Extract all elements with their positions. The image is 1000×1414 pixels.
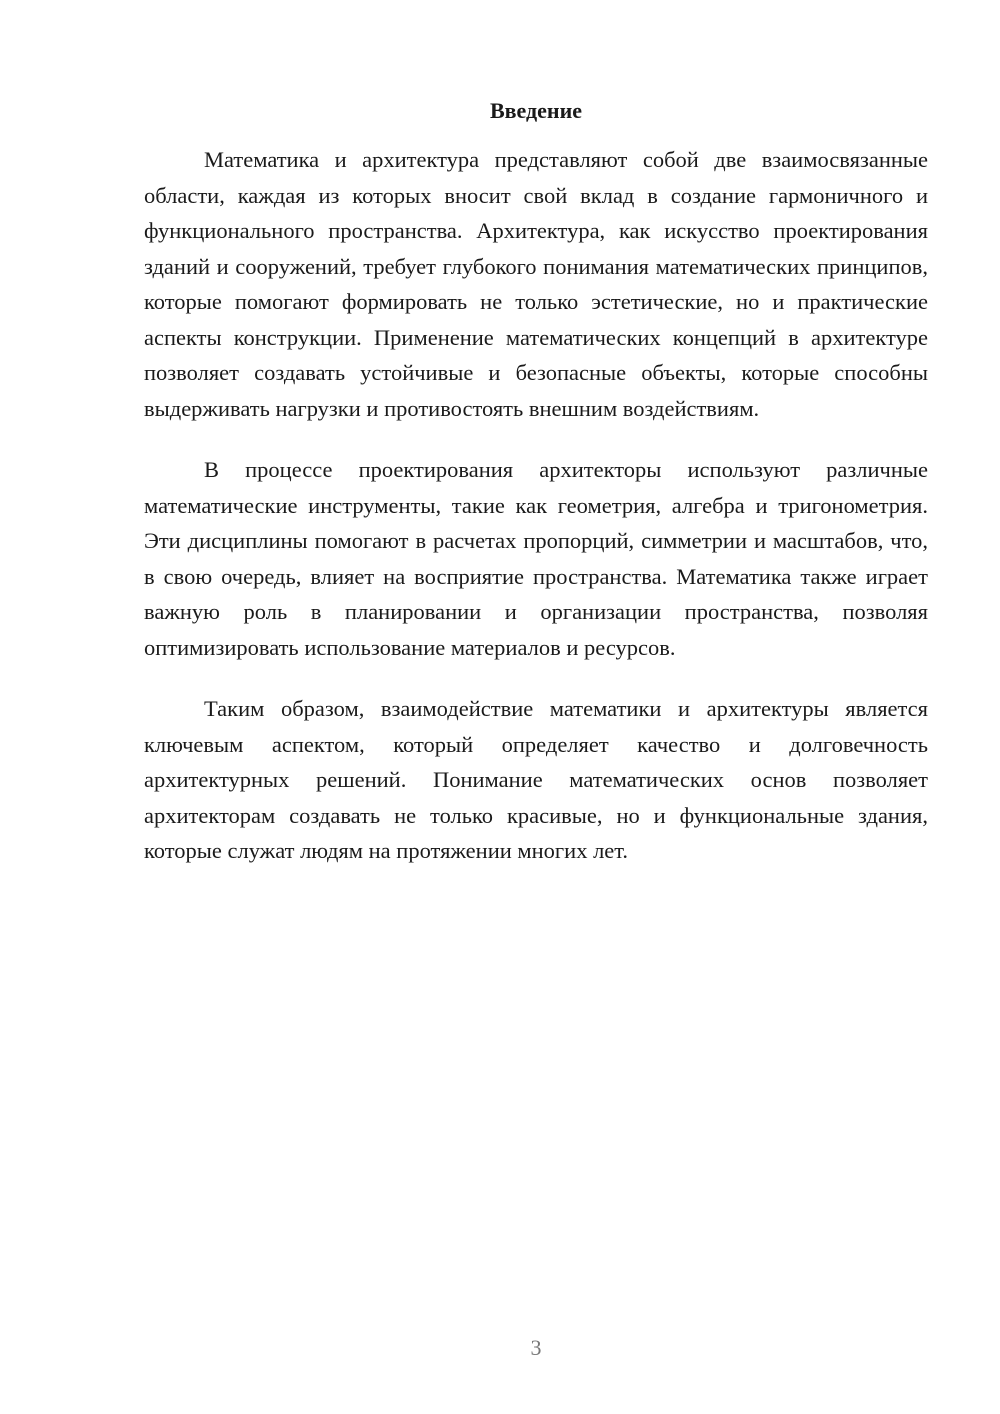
- section-title: Введение: [489, 98, 583, 123]
- paragraph-2: В процессе проектирования архитекторы используют различные математические инструменты, такие как геометрия, алгебра и тригонометрия. Эти дисциплины помогают в расчетах пропорций, симметрии и масштабов, что, в свою очередь, влияет на восприятие пространства. Математика также играет важную роль в планировании и организации пространства, позволяя оптимизировать использование материалов и ресурсов.: [144, 457, 928, 660]
- paragraph-1: Математика и архитектура представляют собой две взаимосвязанные области, каждая из которых вносит свой вклад в создание гармоничного и функционального пространства. Архитектура, как искусство проектирования зданий и сооружений, требует глубокого понимания математических принципов, которые помогают формировать не только эстетические, но и практические аспекты конструкции. Применение математических концепций в архитектуре позволяет создавать устойчивые и безопасные объекты, которые способны выдерживать нагрузки и противостоять внешним воздействиям.: [144, 147, 928, 421]
- body-text: [144, 142, 928, 895]
- page-number: 3: [530, 1335, 542, 1360]
- paragraph-3: Таким образом, взаимодействие математики и архитектуры является ключевым аспектом, который определяет качество и долговечность архитектурных решений. Понимание математических основ позволяет архитекторам создавать не только красивые, но и функциональные здания, которые служат людям на протяжении многих лет.: [144, 696, 928, 863]
